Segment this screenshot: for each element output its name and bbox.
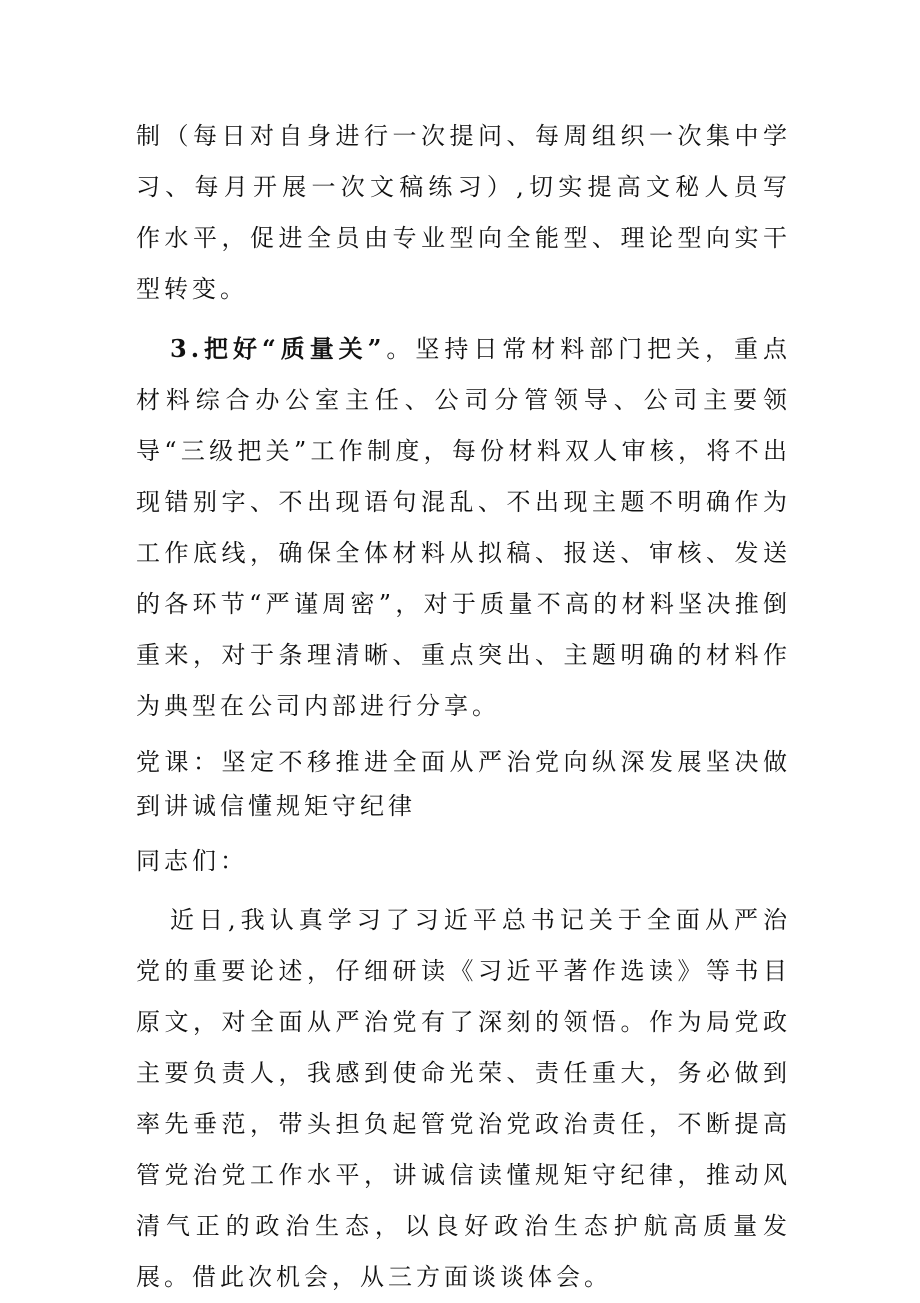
- greeting: 同志们：: [136, 847, 248, 875]
- section-3-paragraph: [136, 323, 791, 732]
- document-body: [136, 111, 791, 1303]
- section-3-number: 3.: [170, 334, 204, 363]
- continuation-paragraph: 制（每日对自身进行一次提问、每周组织一次集中学习、每月开展一次文稿练习）,切实提高文秘人员写作水平，促进全员由专业型向全能型、理论型向实干型转变。: [136, 122, 791, 303]
- section-3-body: 。坚持日常材料部门把关，重点材料综合办公室主任、公司分管领导、公司主要领导“三级把关”工作制度，每份材料双人审核，将不出现错别字、不出现语句混乱、不出现主题不明确作为工作底线，确保全体材料从拟稿、报送、审核、发送的各环节“严谨周密”，对于质量不高的材料坚决推倒重来，对于条理清晰、重点突出、主题明确的材料作为典型在公司内部进行分享。: [136, 335, 792, 720]
- opening-paragraph: 近日,我认真学习了习近平总书记关于全面从严治党的重要论述，仔细研读《习近平著作选读》等书目原文，对全面从严治党有了深刻的领悟。作为局党政主要负责人，我感到使命光荣、责任重大，务必做到率先垂范，带头担负起管党治党政治责任，不断提高管党治党工作水平，讲诚信读懂规矩守纪律，推动风清气正的政治生态，以良好政治生态护航高质量发展。借此次机会，从三方面谈谈体会。: [136, 906, 791, 1291]
- speech-title: 党课：坚定不移推进全面从严治党向纵深发展坚决做到讲诚信懂规矩守纪律: [136, 748, 791, 820]
- section-3-title: 把好“质量关”: [203, 334, 386, 363]
